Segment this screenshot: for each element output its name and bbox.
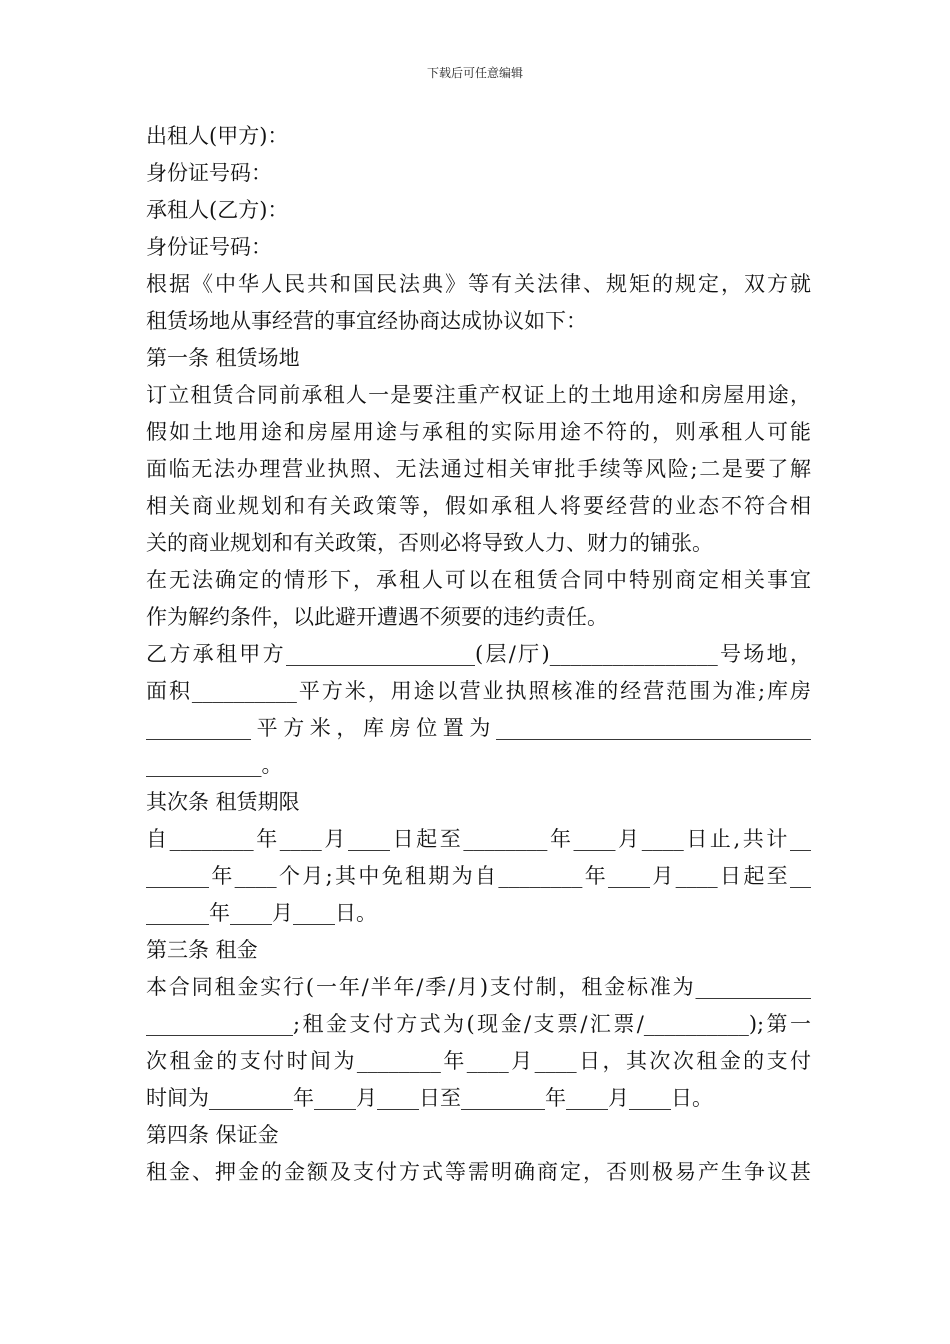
paragraph-line: 租金、押金的金额及支付方式等需明确商定，否则极易产生争议甚: [146, 1160, 811, 1184]
fill-in-line: 乙方承租甲方__________________(层/厅)________________号场地，: [146, 642, 811, 666]
fill-in-line: __________平方米，库房位置为______________________________: [146, 716, 811, 740]
fill-in-line: ______年____月____日。: [146, 901, 377, 925]
fill-in-line: ___________。: [146, 753, 283, 777]
paragraph-line: 相关商业规划和有关政策等，假如承租人将要经营的业态不符合相: [146, 494, 811, 518]
fill-in-line: ______年____个月;其中免租期为自________年____月____日起至__: [146, 864, 811, 888]
paragraph-line: 作为解约条件，以此避开遭遇不须要的违约责任。: [146, 605, 608, 629]
section-heading: 第三条 租金: [146, 938, 258, 962]
page-header: 下载后可任意编辑: [426, 66, 523, 80]
paragraph-line: 订立租赁合同前承租人一是要注重产权证上的土地用途和房屋用途，: [146, 383, 811, 407]
paragraph-line: 在无法确定的情形下，承租人可以在租赁合同中特别商定相关事宜: [146, 568, 811, 592]
paragraph-line: 关的商业规划和有关政策，否则必将导致人力、财力的铺张。: [146, 531, 713, 555]
section-heading: 第四条 保证金: [146, 1123, 279, 1147]
fill-in-line: ______________;租金支付方式为(现金/支票/汇票/__________);第一: [146, 1012, 811, 1036]
paragraph-line: 面临无法办理营业执照、无法通过相关审批手续等风险;二是要了解: [146, 457, 811, 481]
lessee-line: 承租人(乙方)：: [146, 198, 289, 222]
preamble-line: 租赁场地从事经营的事宜经协商达成协议如下：: [146, 309, 587, 333]
contract-body: [146, 118, 811, 1191]
paragraph-line: 假如土地用途和房屋用途与承租的实际用途不符的，则承租人可能: [146, 420, 811, 444]
lessor-id-line: 身份证号码：: [146, 161, 272, 185]
fill-in-line: 自________年____月____日起至________年____月____日止,共计__: [146, 827, 811, 851]
preamble-line: 根据《中华人民共和国民法典》等有关法律、规矩的规定，双方就: [146, 272, 811, 296]
fill-in-line: 本合同租金实行(一年/半年/季/月)支付制，租金标准为___________: [146, 975, 811, 999]
section-heading: 第一条 租赁场地: [146, 346, 300, 370]
fill-in-line: 时间为________年____月____日至________年____月____日。: [146, 1086, 713, 1110]
lessor-line: 出租人(甲方)：: [146, 124, 289, 148]
fill-in-line: 次租金的支付时间为________年____月____日，其次次租金的支付: [146, 1049, 811, 1073]
lessee-id-line: 身份证号码：: [146, 235, 272, 259]
section-heading: 其次条 租赁期限: [146, 790, 300, 814]
fill-in-line: 面积__________平方米，用途以营业执照核准的经营范围为准;库房: [146, 679, 811, 703]
